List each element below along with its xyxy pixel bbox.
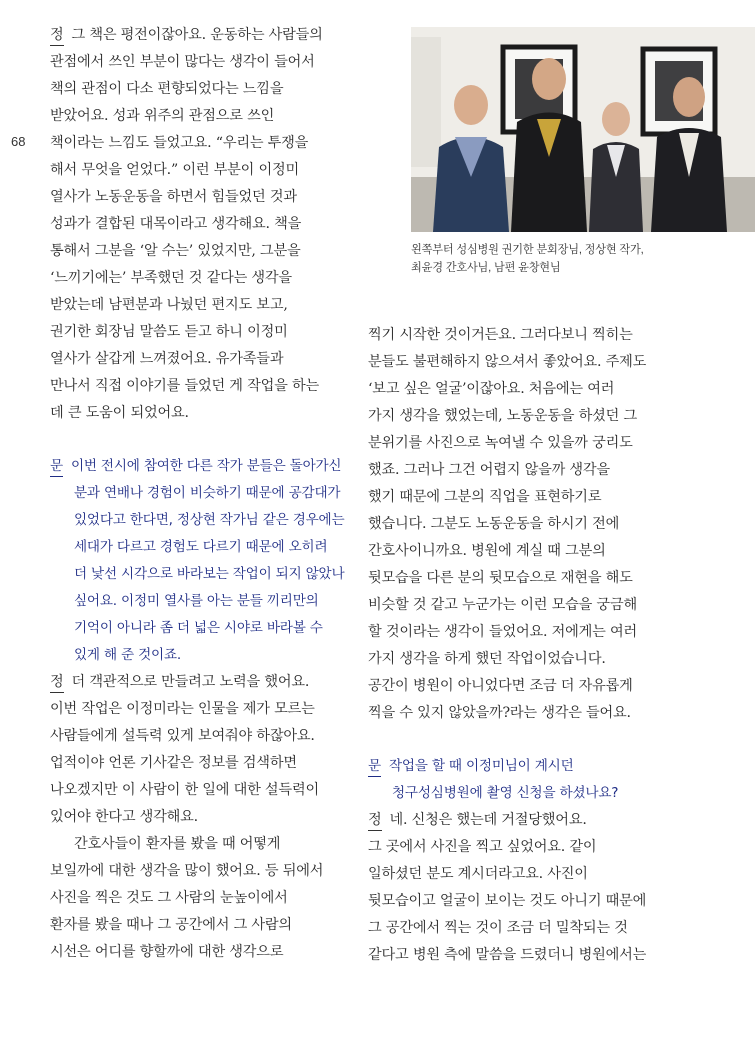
text-line: 나오겠지만 이 사람이 한 일에 대한 설득력이 bbox=[50, 782, 319, 798]
answer-paragraph bbox=[50, 669, 355, 831]
text-line: 했습니다. 그분도 노동운동을 하시기 전에 bbox=[368, 516, 620, 532]
speaker-label: 정 bbox=[368, 810, 382, 831]
group-photo-illustration bbox=[411, 27, 755, 232]
text-line: 청구성심병원에 촬영 신청을 하셨나요? bbox=[392, 785, 619, 801]
text-line: 있게 해 준 것이죠. bbox=[74, 647, 182, 663]
text-line: 세대가 다르고 경험도 다르기 때문에 오히려 bbox=[74, 539, 328, 555]
text-line: 했죠. 그러나 그건 어렵지 않을까 생각을 bbox=[368, 462, 610, 478]
answer-paragraph bbox=[368, 322, 673, 727]
text-line: 싶어요. 이정미 열사를 아는 분들 끼리만의 bbox=[74, 593, 319, 609]
caption-line: 왼쪽부터 성심병원 권기한 분회장님, 정상현 작가, bbox=[411, 244, 644, 256]
answer-paragraph bbox=[50, 22, 355, 427]
text-line: 그 곳에서 사진을 찍고 싶었어요. 같이 bbox=[368, 839, 597, 855]
page-number: 68 bbox=[11, 134, 26, 149]
text-line: 있었다고 한다면, 정상현 작가님 같은 경우에는 bbox=[74, 512, 345, 528]
text-line: 했기 때문에 그분의 직업을 표현하기로 bbox=[368, 489, 602, 505]
text-line: 이번 작업은 이정미라는 인물을 제가 모르는 bbox=[50, 701, 315, 717]
text-line: 공간이 병원이 아니었다면 조금 더 자유롭게 bbox=[368, 678, 633, 694]
text-line: 사람들에게 설득력 있게 보여줘야 하잖아요. bbox=[50, 728, 315, 744]
photo-caption bbox=[411, 241, 755, 277]
answer-paragraph bbox=[368, 807, 673, 969]
text-line: 환자를 봤을 때나 그 공간에서 그 사람의 bbox=[50, 917, 292, 933]
text-line: 보일까에 대한 생각을 많이 했어요. 등 뒤에서 bbox=[50, 863, 324, 879]
text-line: 찍을 수 있지 않았을까?라는 생각은 들어요. bbox=[368, 705, 631, 721]
text-line: 분위기를 사진으로 녹여낼 수 있을까 궁리도 bbox=[368, 435, 633, 451]
text-line: 같다고 병원 측에 말씀을 드렸더니 병원에서는 bbox=[368, 947, 647, 963]
text-line: 가지 생각을 하게 했던 작업이었습니다. bbox=[368, 651, 606, 667]
text-line: 열사가 살갑게 느껴졌어요. 유가족들과 bbox=[50, 351, 284, 367]
text-line: 일하셨던 분도 계시더라고요. 사진이 bbox=[368, 866, 588, 882]
text-line: 분들도 불편해하지 않으셔서 좋았어요. 주제도 bbox=[368, 354, 647, 370]
answer-paragraph bbox=[50, 831, 355, 966]
text-line: 권기한 회장님 말씀도 듣고 하니 이정미 bbox=[50, 324, 288, 340]
text-line: 간호사들이 환자를 봤을 때 어떻게 bbox=[74, 836, 281, 852]
left-column bbox=[50, 22, 355, 966]
question-paragraph bbox=[368, 753, 673, 807]
text-line: 성과가 결합된 대목이라고 생각해요. 책을 bbox=[50, 216, 302, 232]
right-column bbox=[368, 322, 673, 969]
text-line: 문 이번 전시에 참여한 다른 작가 분들은 돌아가신 bbox=[50, 453, 355, 480]
text-line: 찍기 시작한 것이거든요. 그러다보니 찍히는 bbox=[368, 327, 633, 343]
caption-line: 최윤경 간호사님, 남편 윤창현님 bbox=[411, 262, 561, 274]
text-line: 시선은 어디를 향할까에 대한 생각으로 bbox=[50, 944, 284, 960]
text-line: 만나서 직접 이야기를 들었던 게 작업을 하는 bbox=[50, 378, 319, 394]
text-line: 받았는데 남편분과 나눴던 편지도 보고, bbox=[50, 297, 288, 313]
speaker-label: 정 bbox=[50, 25, 64, 46]
text-line: 정 네. 신청은 했는데 거절당했어요. bbox=[368, 807, 673, 834]
text-line: ‘보고 싶은 얼굴’이잖아요. 처음에는 여러 bbox=[368, 381, 615, 397]
speaker-label: 문 bbox=[368, 756, 381, 777]
text-line: 뒷모습이고 얼굴이 보이는 것도 아니기 때문에 bbox=[368, 893, 647, 909]
text-line: 데 큰 도움이 되었어요. bbox=[50, 405, 189, 421]
speaker-label: 문 bbox=[50, 456, 63, 477]
text-line: 책의 관점이 다소 편향되었다는 느낌을 bbox=[50, 81, 284, 97]
group-photo bbox=[411, 27, 755, 232]
text-line: 열사가 노동운동을 하면서 힘들었던 것과 bbox=[50, 189, 297, 205]
text-line: 뒷모습을 다른 분의 뒷모습으로 재현을 해도 bbox=[368, 570, 633, 586]
text-line: 간호사이니까요. 병원에 계실 때 그분의 bbox=[368, 543, 606, 559]
text-line: 문 작업을 할 때 이정미님이 계시던 bbox=[368, 753, 673, 780]
text-line: 가지 생각을 했었는데, 노동운동을 하셨던 그 bbox=[368, 408, 637, 424]
text-line: 그 공간에서 찍는 것이 조금 더 밀착되는 것 bbox=[368, 920, 628, 936]
speaker-label: 정 bbox=[50, 672, 64, 693]
text-line: 비슷할 것 같고 누군가는 이런 모습을 궁금해 bbox=[368, 597, 637, 613]
text-line: 기억이 아니라 좀 더 넓은 시야로 바라볼 수 bbox=[74, 620, 323, 636]
text-line: 있어야 한다고 생각해요. bbox=[50, 809, 198, 825]
text-line: 정 더 객관적으로 만들려고 노력을 했어요. bbox=[50, 669, 355, 696]
text-line: 관점에서 쓰인 부분이 많다는 생각이 들어서 bbox=[50, 54, 315, 70]
text-line: 분과 연배나 경험이 비슷하기 때문에 공감대가 bbox=[74, 485, 341, 501]
text-line: 통해서 그분을 ‘알 수는’ 있었지만, 그분을 bbox=[50, 243, 301, 259]
text-line: 책이라는 느낌도 들었고요. “우리는 투쟁을 bbox=[50, 135, 309, 151]
text-line: 할 것이라는 생각이 들었어요. 저에게는 여러 bbox=[368, 624, 637, 640]
text-line: 더 낯선 시각으로 바라보는 작업이 되지 않았나 bbox=[74, 566, 345, 582]
text-line: 정 그 책은 평전이잖아요. 운동하는 사람들의 bbox=[50, 22, 355, 49]
text-line: 업적이야 언론 기사같은 정보를 검색하면 bbox=[50, 755, 297, 771]
text-line: 받았어요. 성과 위주의 관점으로 쓰인 bbox=[50, 108, 275, 124]
question-paragraph bbox=[50, 453, 355, 669]
text-line: 사진을 찍은 것도 그 사람의 눈높이에서 bbox=[50, 890, 288, 906]
text-line: 해서 무엇을 얻었다.” 이런 부분이 이정미 bbox=[50, 162, 299, 178]
text-line: ‘느끼기에는’ 부족했던 것 같다는 생각을 bbox=[50, 270, 292, 286]
